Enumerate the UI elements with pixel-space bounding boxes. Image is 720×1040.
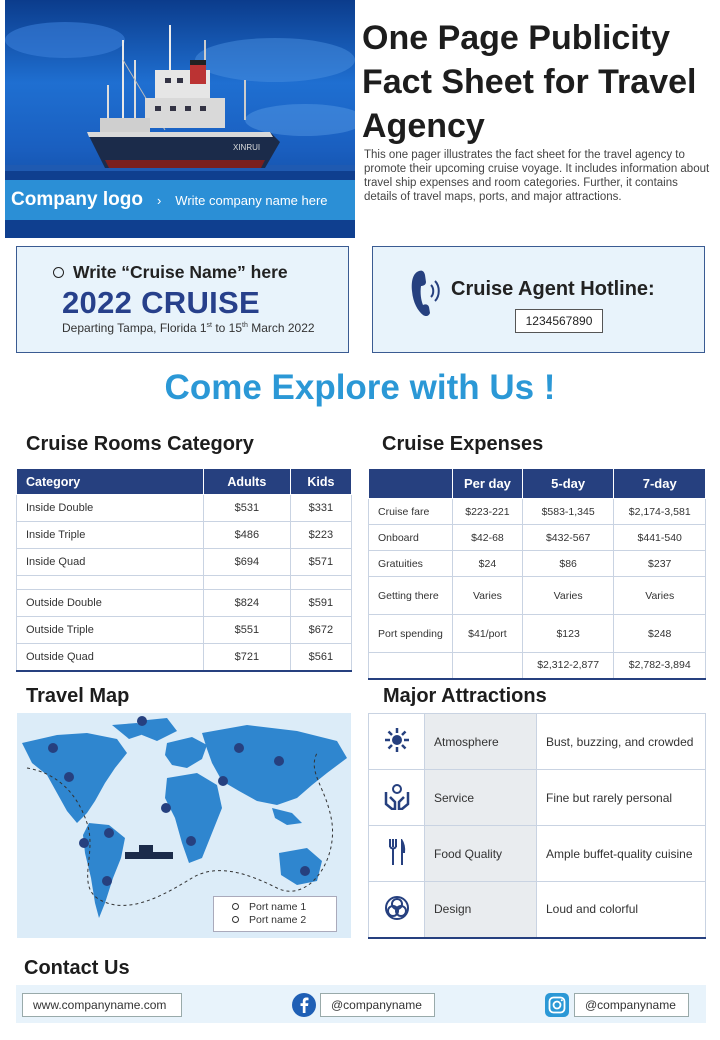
hotline-number[interactable]: 1234567890	[515, 309, 603, 333]
cruise-heading-text: Write “Cruise Name” here	[73, 262, 288, 282]
table-cell: Cruise fare	[369, 499, 453, 525]
instagram-handle[interactable]: @companyname	[574, 993, 689, 1017]
service-hands-icon	[384, 782, 410, 810]
table-cell: $432-567	[522, 525, 614, 551]
attraction-desc: Ample buffet-quality cuisine	[537, 826, 706, 882]
map-legend	[213, 896, 337, 932]
table-cell: $331	[290, 495, 351, 522]
table-cell: Varies	[522, 577, 614, 615]
table-cell: $42-68	[453, 525, 523, 551]
table-cell: $824	[203, 590, 290, 617]
column-header: Adults	[203, 469, 290, 495]
phone-icon	[409, 267, 443, 319]
table-cell: $591	[290, 590, 351, 617]
rooms-heading: Cruise Rooms Category	[26, 433, 254, 455]
circle-icon	[232, 903, 239, 910]
table-row	[17, 522, 352, 549]
company-logo-band	[5, 180, 355, 220]
table-row	[369, 826, 706, 882]
table-cell: $694	[203, 549, 290, 576]
table-cell: Outside Quad	[17, 644, 204, 671]
table-row	[17, 495, 352, 522]
explore-headline: Come Explore with Us !	[164, 368, 556, 407]
table-row	[17, 549, 352, 576]
rooms-table	[16, 468, 352, 672]
column-header: Category	[17, 469, 204, 495]
table-cell: Onboard	[369, 525, 453, 551]
table-cell	[453, 653, 523, 679]
table-cell: $2,174-3,581	[614, 499, 706, 525]
table-cell: $123	[522, 615, 614, 653]
table-row	[17, 576, 352, 590]
table-cell: $441-540	[614, 525, 706, 551]
table-cell: $2,312-2,877	[522, 653, 614, 679]
column-header: 5-day	[522, 469, 614, 499]
table-cell: $551	[203, 617, 290, 644]
table-cell: Getting there	[369, 577, 453, 615]
table-cell: Port spending	[369, 615, 453, 653]
ship-hull-label: XINRUI	[233, 143, 261, 152]
table-cell: $672	[290, 617, 351, 644]
table-cell: $531	[203, 495, 290, 522]
table-cell: Varies	[453, 577, 523, 615]
column-header: Per day	[453, 469, 523, 499]
company-logo[interactable]: Company logo	[11, 189, 143, 210]
design-rings-icon	[384, 895, 410, 921]
attractions-heading: Major Attractions	[383, 685, 547, 707]
table-cell	[203, 576, 290, 590]
sun-icon	[384, 727, 410, 753]
attraction-desc: Bust, buzzing, and crowded	[537, 714, 706, 770]
attraction-desc: Fine but rarely personal	[537, 770, 706, 826]
table-row	[369, 577, 706, 615]
contact-heading: Contact Us	[24, 957, 130, 979]
expenses-header-row	[369, 469, 706, 499]
table-cell: $223-221	[453, 499, 523, 525]
rooms-header-row	[17, 469, 352, 495]
table-cell: $24	[453, 551, 523, 577]
table-row	[369, 882, 706, 938]
legend-item-port-2: Port name 2	[232, 914, 336, 927]
table-cell	[369, 653, 453, 679]
attraction-name: Atmosphere	[425, 714, 537, 770]
expenses-heading: Cruise Expenses	[382, 433, 544, 455]
map-heading: Travel Map	[26, 685, 130, 707]
company-name: Write company name here	[175, 192, 328, 208]
column-header	[369, 469, 453, 499]
table-cell: Inside Double	[17, 495, 204, 522]
table-cell: $248	[614, 615, 706, 653]
facebook-handle[interactable]: @companyname	[320, 993, 435, 1017]
facebook-icon[interactable]	[292, 993, 316, 1017]
intro-text: This one pager illustrates the fact sheet for the travel agency to promote their upcoming cruise voyage. It includes information about travel ship expenses and room categories. Further, it contains details of travel maps, ports, and major attractions.	[364, 149, 710, 203]
table-row	[369, 499, 706, 525]
legend-item-port-1: Port name 1	[232, 901, 336, 914]
table-cell: Gratuities	[369, 551, 453, 577]
attractions-table	[368, 713, 706, 939]
table-cell: $2,782-3,894	[614, 653, 706, 679]
table-cell: $223	[290, 522, 351, 549]
bullet-circle-icon	[53, 267, 64, 278]
column-header: Kids	[290, 469, 351, 495]
cruise-title: 2022 CRUISE	[62, 285, 261, 320]
table-cell: $583-1,345	[522, 499, 614, 525]
circle-icon	[232, 916, 239, 923]
cruise-heading	[53, 262, 288, 283]
table-cell: $571	[290, 549, 351, 576]
table-row	[369, 653, 706, 679]
table-row	[369, 525, 706, 551]
table-cell: $86	[522, 551, 614, 577]
attraction-name: Design	[425, 882, 537, 938]
table-cell: $237	[614, 551, 706, 577]
attraction-name: Service	[425, 770, 537, 826]
contact-bar	[16, 985, 706, 1023]
ship-icon	[125, 845, 173, 859]
table-row	[17, 617, 352, 644]
cruise-name-box	[16, 246, 349, 353]
fork-knife-icon	[387, 837, 407, 867]
table-cell	[290, 576, 351, 590]
expenses-table	[368, 468, 706, 680]
attraction-name: Food Quality	[425, 826, 537, 882]
table-cell: Varies	[614, 577, 706, 615]
cruise-departure: Departing Tampa, Florida 1st to 15th March 2022	[62, 321, 315, 335]
table-cell: Outside Double	[17, 590, 204, 617]
hero-image	[5, 0, 355, 238]
table-cell: $486	[203, 522, 290, 549]
table-row	[369, 770, 706, 826]
table-cell: Inside Triple	[17, 522, 204, 549]
table-cell	[17, 576, 204, 590]
hotline-box	[372, 246, 705, 353]
table-row	[17, 644, 352, 671]
table-cell: Outside Triple	[17, 617, 204, 644]
chevron-right-icon: ›	[156, 192, 162, 208]
table-row	[369, 615, 706, 653]
table-cell: $721	[203, 644, 290, 671]
column-header: 7-day	[614, 469, 706, 499]
table-cell: Inside Quad	[17, 549, 204, 576]
table-row	[17, 590, 352, 617]
travel-map	[17, 713, 351, 938]
table-cell: $561	[290, 644, 351, 671]
attraction-desc: Loud and colorful	[537, 882, 706, 938]
table-row	[369, 551, 706, 577]
instagram-icon[interactable]	[545, 993, 569, 1017]
hotline-title: Cruise Agent Hotline:	[451, 278, 655, 300]
table-row	[369, 714, 706, 770]
page-title: One Page Publicity Fact Sheet for Travel Agency	[362, 19, 697, 145]
table-cell: $41/port	[453, 615, 523, 653]
website-link[interactable]: www.companyname.com	[22, 993, 182, 1017]
